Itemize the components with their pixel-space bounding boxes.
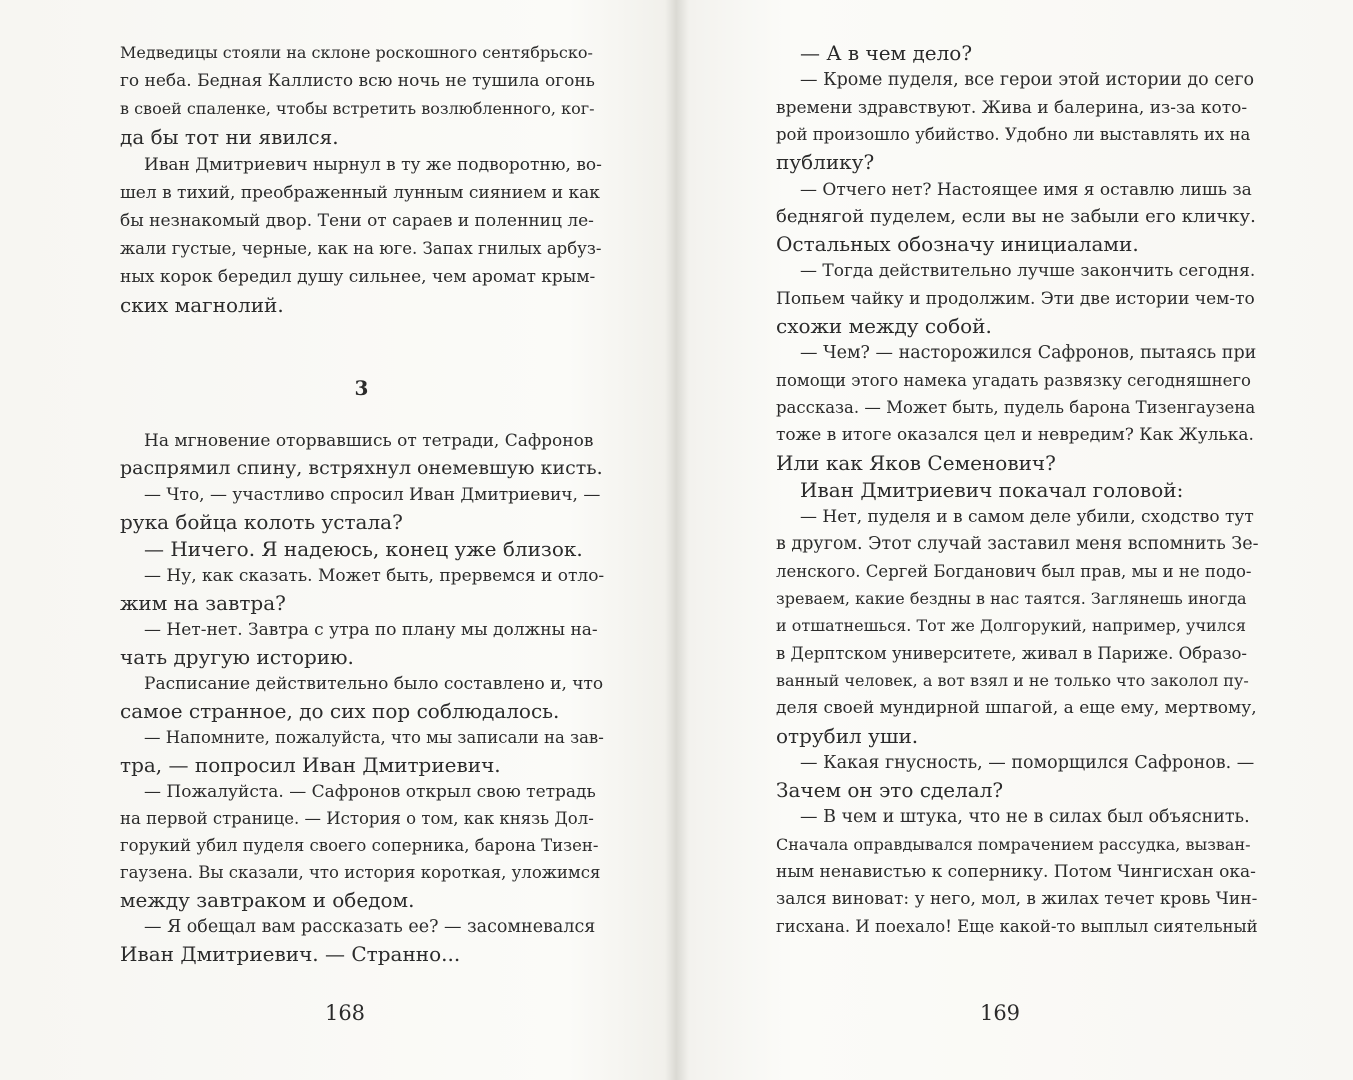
text-line: тра, — попросил Иван Дмитриевич. (120, 753, 501, 777)
text-line: да бы тот ни явился. (120, 125, 339, 149)
right-page (776, 40, 1259, 980)
text-line: — Пожалуйста. — Сафронов открыл свою тетрадь (144, 782, 596, 802)
text-line: го неба. Бедная Каллисто всю ночь не тушила огонь (120, 71, 595, 91)
text-line: бы незнакомый двор. Тени от сараев и поленниц ле- (120, 211, 594, 231)
text-line: — Нет-нет. Завтра с утра по плану мы должны на- (144, 620, 598, 640)
text-line: гаузена. Вы сказали, что история короткая, уложимся (120, 863, 601, 882)
text-line: На мгновение оторвавшись от тетради, Сафронов (144, 431, 594, 451)
text-line: Иван Дмитриевич. — Странно... (120, 942, 461, 966)
text-line: горукий убил пуделя своего соперника, барона Тизен- (120, 836, 599, 855)
text-line: помощи этого намека угадать развязку сегодняшнего (776, 370, 1251, 390)
text-line: тоже в итоге оказался цел и невредим? Как Жулька. (776, 425, 1254, 446)
text-line: Зачем он это сделал? (776, 778, 1004, 803)
text-line: — Кроме пуделя, все герои этой истории до сего (800, 70, 1255, 91)
text-line: времени здравствуют. Жива и балерина, из-за кото- (776, 97, 1248, 118)
text-line: отрубил уши. (776, 723, 919, 748)
text-line: Медведицы стояли на склоне роскошного сентябрьско- (120, 43, 593, 62)
text-line: шел в тихий, преображенный лунным сиянием и как (120, 183, 600, 203)
text-line: — Ну, как сказать. Может быть, прервемся и отло- (144, 566, 605, 586)
text-line: — Чем? — насторожился Сафронов, пытаясь при (800, 343, 1257, 364)
text-line: гисхана. И поехало! Еще какой-то выплыл сиятельный (776, 916, 1258, 936)
text-line: — В чем и штука, что не в силах был объяснить. (800, 807, 1250, 828)
text-line: — Ничего. Я надеюсь, конец уже близок. (144, 537, 583, 561)
left-page (120, 40, 603, 980)
text-line: самое странное, до сих пор соблюдалось. (120, 699, 560, 723)
text-line: и отшатнешься. Тот же Долгорукий, например, учился (776, 616, 1246, 636)
text-line: — Тогда действительно лучше закончить сегодня. (800, 261, 1256, 282)
text-line: в своей спаленке, чтобы встретить возлюбленного, ког- (120, 99, 595, 118)
text-line: ванный человек, а вот взял и не только что заколол пу- (776, 670, 1249, 690)
left-page-number: 168 (324, 1001, 366, 1025)
right-page-number: 169 (979, 1001, 1021, 1025)
text-line: жим на завтра? (120, 591, 286, 615)
text-line: зреваем, какие бездны в нас таятся. Заглянешь иногда (776, 589, 1247, 608)
book-gutter (664, 0, 688, 1080)
text-line: на первой странице. — История о том, как князь Дол- (120, 809, 594, 828)
text-line: чать другую историю. (120, 645, 354, 669)
text-line: публику? (776, 150, 875, 175)
text-line: рука бойца колоть устала? (120, 510, 403, 534)
text-line: Иван Дмитриевич нырнул в ту же подворотню, во- (144, 155, 602, 175)
text-line: Сначала оправдывался помрачением рассудка, вызван- (776, 834, 1251, 854)
text-line: Или как Яков Семенович? (776, 450, 1056, 475)
text-line: — Напомните, пожалуйста, что мы записали на зав- (144, 728, 604, 747)
text-line: ных корок бередил душу сильнее, чем аромат крым- (120, 267, 596, 287)
text-line: Остальных обозначу инициалами. (776, 232, 1139, 257)
text-line: — Я обещал вам рассказать ее? — засомневался (144, 917, 596, 937)
text-line: Попьем чайку и продолжим. Эти две истории чем-то (776, 288, 1255, 309)
text-line: рассказа. — Может быть, пудель барона Тизенгаузена (776, 397, 1256, 417)
chapter-number: 3 (354, 376, 369, 400)
text-line: — Отчего нет? Настоящее имя я оставлю лишь за (800, 179, 1252, 200)
text-line: — А в чем дело? (800, 41, 973, 65)
text-line: — Какая гнусность, — поморщился Сафронов. — (800, 752, 1255, 773)
text-line: между завтраком и обедом. (120, 888, 415, 912)
text-line: ленского. Сергей Богданович был прав, мы и не подо- (776, 561, 1252, 581)
text-line: ным ненавистью к сопернику. Потом Чингисхан ока- (776, 862, 1256, 882)
text-line: — Что, — участливо спросил Иван Дмитриевич, — (144, 485, 601, 505)
text-line: беднягой пуделем, если вы не забыли его кличку. (776, 205, 1256, 227)
text-line: жали густые, черные, как на юге. Запах гнилых арбуз- (120, 239, 602, 258)
text-line: Расписание действительно было составлено и, что (144, 674, 604, 694)
text-line: деля своей мундирной шпагой, а еще ему, мертвому, (776, 698, 1257, 719)
text-line: рой произошло убийство. Удобно ли выставлять их на (776, 124, 1251, 144)
text-line: зался виноват: у него, мол, в жилах течет кровь Чин- (776, 889, 1258, 910)
text-line: Иван Дмитриевич покачал головой: (800, 477, 1184, 502)
text-line: распрямил спину, встряхнул онемевшую кисть. (120, 457, 603, 479)
text-line: ских магнолий. (120, 293, 284, 317)
text-line: в Дерптском университете, живал в Париже. Образо- (776, 643, 1247, 663)
text-line: в другом. Этот случай заставил меня вспомнить Зе- (776, 534, 1259, 555)
text-line: — Нет, пуделя и в самом деле убили, сходство тут (800, 507, 1254, 528)
text-line: схожи между собой. (776, 314, 992, 338)
